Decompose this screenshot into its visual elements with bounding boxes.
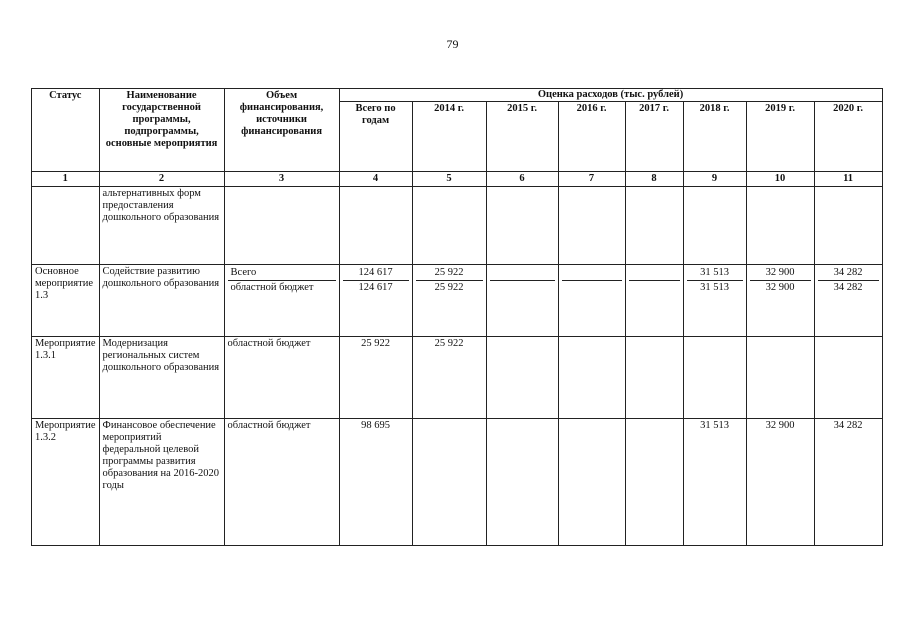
row-name: Содействие развитию дошкольного образования <box>99 265 224 337</box>
header-volume: Объем финансирования, источники финансирования <box>224 89 339 172</box>
column-number: 1 <box>32 172 100 187</box>
value-line <box>490 281 555 295</box>
value-line <box>629 281 680 295</box>
row-2017 <box>625 337 683 419</box>
column-number: 10 <box>746 172 814 187</box>
value-line: 31 513 <box>700 282 729 293</box>
row-2014 <box>412 419 486 546</box>
value-line: 124 617 <box>358 282 393 293</box>
value-line: 34 282 <box>818 266 879 281</box>
column-number: 4 <box>339 172 412 187</box>
row-2015 <box>486 419 558 546</box>
row-status: Мероприятие 1.3.1 <box>32 337 100 419</box>
value-line: 31 513 <box>687 266 743 281</box>
row-2019 <box>746 337 814 419</box>
row-2020 <box>814 337 882 419</box>
row-2016 <box>558 419 625 546</box>
column-number: 5 <box>412 172 486 187</box>
column-number: 3 <box>224 172 339 187</box>
row-2016 <box>558 265 625 337</box>
value-line: 32 900 <box>765 282 795 293</box>
row-status <box>32 187 100 265</box>
row-name: Модернизация региональных систем дошкольного образования <box>99 337 224 419</box>
value-line <box>562 266 622 281</box>
row-2014 <box>412 265 486 337</box>
header-year-2014: 2014 г. <box>412 102 486 172</box>
header-year-2018: 2018 г. <box>683 102 746 172</box>
row-total: 25 922 <box>339 337 412 419</box>
value-line: 124 617 <box>343 266 409 281</box>
row-status: Основное мероприятие 1.3 <box>32 265 100 337</box>
row-source: областной бюджет <box>224 337 339 419</box>
header-estimate: Оценка расходов (тыс. рублей) <box>339 89 882 102</box>
row-2017 <box>625 419 683 546</box>
row-2019 <box>746 265 814 337</box>
header-total: Всего по годам <box>339 102 412 172</box>
table-row <box>32 419 883 546</box>
source-line: Всего <box>228 266 336 281</box>
row-2018: 31 513 <box>683 419 746 546</box>
value-line: 25 922 <box>434 282 464 293</box>
header-year-2015: 2015 г. <box>486 102 558 172</box>
page-number: 79 <box>446 37 459 51</box>
column-number-row <box>32 172 883 187</box>
column-number: 9 <box>683 172 746 187</box>
header-name: Наименование государственной программы, подпрограммы, основные мероприятия <box>99 89 224 172</box>
header-year-2019: 2019 г. <box>746 102 814 172</box>
value-line: 25 922 <box>416 266 483 281</box>
value-line <box>629 266 680 281</box>
row-total: 98 695 <box>339 419 412 546</box>
table-row <box>32 337 883 419</box>
row-2018 <box>683 337 746 419</box>
row-2015 <box>486 337 558 419</box>
row-status: Мероприятие 1.3.2 <box>32 419 100 546</box>
header-status: Статус <box>32 89 100 172</box>
row-2019: 32 900 <box>746 419 814 546</box>
expenditure-table <box>31 88 883 546</box>
row-2017 <box>625 265 683 337</box>
value-line: 34 282 <box>833 282 863 293</box>
row-total <box>339 265 412 337</box>
column-number: 11 <box>814 172 882 187</box>
row-2014: 25 922 <box>412 337 486 419</box>
column-number: 6 <box>486 172 558 187</box>
source-line: областной бюджет <box>230 282 314 293</box>
table-row <box>32 187 883 265</box>
header-year-2020: 2020 г. <box>814 102 882 172</box>
column-number: 8 <box>625 172 683 187</box>
row-name: Финансовое обеспечение мероприятий федеральной целевой программы развития образования на 2016-2020 годы <box>99 419 224 546</box>
table-row <box>32 265 883 337</box>
column-number: 2 <box>99 172 224 187</box>
header-year-2016: 2016 г. <box>558 102 625 172</box>
row-source: областной бюджет <box>224 419 339 546</box>
row-name: альтернативных форм предоставления дошкольного образования <box>99 187 224 265</box>
row-2018 <box>683 265 746 337</box>
header-year-2017: 2017 г. <box>625 102 683 172</box>
row-2020: 34 282 <box>814 419 882 546</box>
row-2016 <box>558 337 625 419</box>
row-2015 <box>486 265 558 337</box>
value-line <box>562 281 622 295</box>
column-number: 7 <box>558 172 625 187</box>
value-line <box>490 266 555 281</box>
value-line: 32 900 <box>750 266 811 281</box>
row-2020 <box>814 265 882 337</box>
row-source <box>224 265 339 337</box>
